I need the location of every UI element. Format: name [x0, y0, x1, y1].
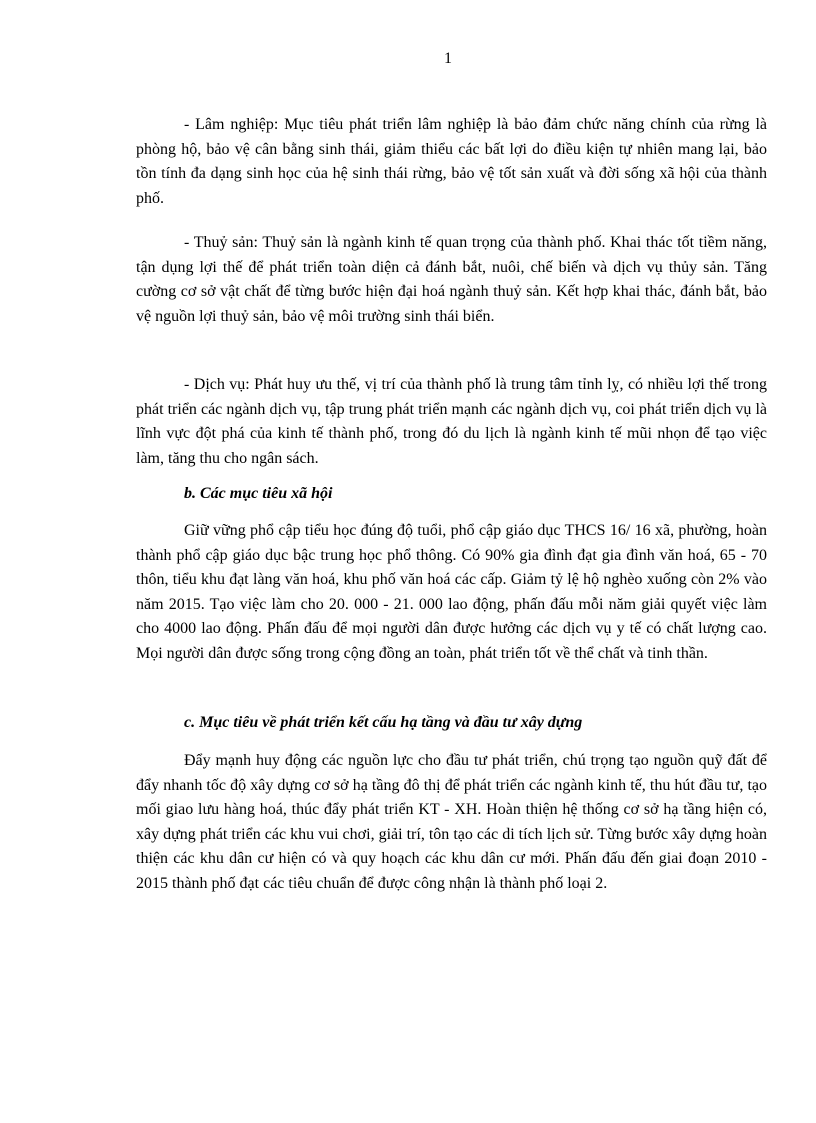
paragraph-services: - Dịch vụ: Phát huy ưu thế, vị trí của thành phố là trung tâm tỉnh lỵ, có nhiều lợi thế trong phát triển các ngành dịch vụ, tập trung phát triển mạnh các ngành dịch vụ, coi phát triển dịch vụ là lĩnh vực đột phá của kinh tế thành phố, trong đó du lịch là ngành kinh tế mũi nhọn để tạo việc làm, tăng thu cho ngân sách.: [136, 376, 767, 467]
paragraph-forestry: - Lâm nghiệp: Mục tiêu phát triển lâm nghiệp là bảo đảm chức năng chính của rừng là phòng hộ, bảo vệ cân bằng sinh thái, giảm thiểu các bất lợi do điều kiện tự nhiên mang lại, bảo tồn tính đa dạng sinh học của hệ sinh thái rừng, bảo vệ tốt sản xuất và đời sống xã hội của thành phố.: [136, 116, 767, 207]
heading-social-goals: b. Các mục tiêu xã hội: [184, 485, 333, 502]
heading-infrastructure-goals: c. Mục tiêu về phát triển kết cấu hạ tầng và đầu tư xây dựng: [184, 714, 583, 731]
paragraph-fisheries: - Thuỷ sản: Thuỷ sản là ngành kinh tế quan trọng của thành phố. Khai thác tốt tiềm năng, tận dụng lợi thế để phát triển toàn diện cả đánh bắt, nuôi, chế biến và dịch vụ thủy sản. Tăng cường cơ sở vật chất để từng bước hiện đại hoá ngành thuỷ sản. Kết hợp khai thác, đánh bắt, bảo vệ nguồn lợi thuỷ sản, bảo vệ môi trường sinh thái biển.: [136, 234, 767, 325]
paragraph-social-goals: Giữ vững phổ cập tiểu học đúng độ tuổi, phổ cập giáo dục THCS 16/ 16 xã, phường, hoàn thành phổ cập giáo dục bậc trung học phổ thông. Có 90% gia đình đạt gia đình văn hoá, 65 - 70 thôn, tiểu khu đạt làng văn hoá, khu phố văn hoá các cấp. Giảm tỷ lệ hộ nghèo xuống còn 2% vào năm 2015. Tạo việc làm cho 20. 000 - 21. 000 lao động, phấn đấu mỗi năm giải quyết việc làm cho 4000 lao động. Phấn đấu để mọi người dân được hưởng các dịch vụ y tế có chất lượng cao. Mọi người dân được sống trong cộng đồng an toàn, phát triển tốt về thể chất và tinh thần.: [136, 522, 767, 662]
paragraph-infrastructure-goals: Đẩy mạnh huy động các nguồn lực cho đầu tư phát triển, chú trọng tạo nguồn quỹ đất để đẩy nhanh tốc độ xây dựng cơ sở hạ tầng đô thị để phát triển các ngành kinh tế, thu hút đầu tư, tạo mối giao lưu hàng hoá, thúc đẩy phát triển KT - XH. Hoàn thiện hệ thống cơ sở hạ tầng hiện có, xây dựng phát triển các khu vui chơi, giải trí, tôn tạo các di tích lịch sử. Từng bước xây dựng hoàn thiện các khu dân cư hiện có và quy hoạch các khu dân cư mới. Phấn đấu đến giai đoạn 2010 - 2015 thành phố đạt các tiêu chuẩn để được công nhận là thành phố loại 2.: [136, 752, 767, 892]
page-number: 1: [444, 50, 452, 67]
